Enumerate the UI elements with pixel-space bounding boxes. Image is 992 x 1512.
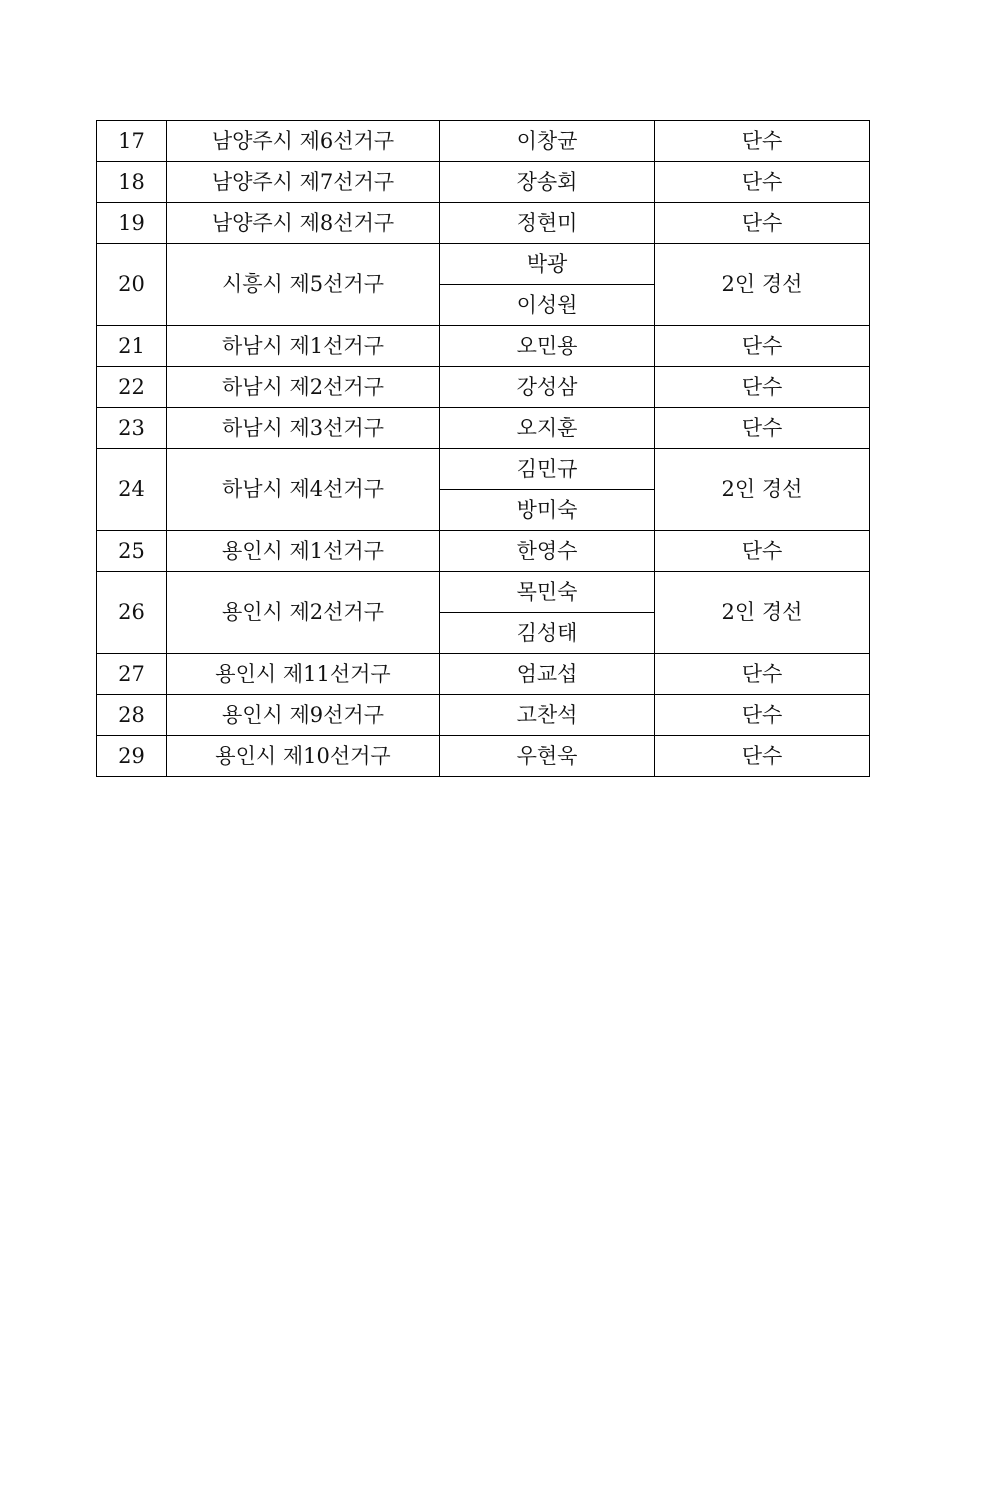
candidate-name-cell: 김민규 bbox=[440, 449, 655, 490]
district-cell: 용인시 제11선거구 bbox=[167, 654, 440, 695]
nomination-type-cell: 단수 bbox=[655, 203, 870, 244]
nomination-type-cell: 단수 bbox=[655, 695, 870, 736]
district-cell: 하남시 제3선거구 bbox=[167, 408, 440, 449]
table-row bbox=[97, 121, 870, 162]
nomination-type-cell: 단수 bbox=[655, 736, 870, 777]
candidate-name-cell: 방미숙 bbox=[440, 490, 655, 531]
district-cell: 용인시 제9선거구 bbox=[167, 695, 440, 736]
row-number-cell: 21 bbox=[97, 326, 167, 367]
table-row bbox=[97, 326, 870, 367]
candidate-name-cell: 고찬석 bbox=[440, 695, 655, 736]
nomination-type-cell: 2인 경선 bbox=[655, 244, 870, 326]
nomination-type-cell: 단수 bbox=[655, 654, 870, 695]
candidate-name-cell: 엄교섭 bbox=[440, 654, 655, 695]
row-number-cell: 25 bbox=[97, 531, 167, 572]
table-row bbox=[97, 367, 870, 408]
district-cell: 하남시 제4선거구 bbox=[167, 449, 440, 531]
candidate-name-cell: 김성태 bbox=[440, 613, 655, 654]
row-number-cell: 22 bbox=[97, 367, 167, 408]
candidate-name-cell: 정현미 bbox=[440, 203, 655, 244]
district-cell: 용인시 제2선거구 bbox=[167, 572, 440, 654]
candidate-name-cell: 박광 bbox=[440, 244, 655, 285]
row-number-cell: 24 bbox=[97, 449, 167, 531]
district-cell: 남양주시 제8선거구 bbox=[167, 203, 440, 244]
candidate-name-cell: 이성원 bbox=[440, 285, 655, 326]
row-number-cell: 23 bbox=[97, 408, 167, 449]
nomination-type-cell: 2인 경선 bbox=[655, 449, 870, 531]
candidate-name-cell: 강성삼 bbox=[440, 367, 655, 408]
nominee-table bbox=[96, 120, 870, 777]
candidate-name-cell: 우현욱 bbox=[440, 736, 655, 777]
row-number-cell: 28 bbox=[97, 695, 167, 736]
row-number-cell: 17 bbox=[97, 121, 167, 162]
table-row bbox=[97, 736, 870, 777]
nominee-table-body bbox=[97, 121, 870, 777]
district-cell: 하남시 제2선거구 bbox=[167, 367, 440, 408]
candidate-name-cell: 한영수 bbox=[440, 531, 655, 572]
row-number-cell: 27 bbox=[97, 654, 167, 695]
row-number-cell: 26 bbox=[97, 572, 167, 654]
nomination-type-cell: 단수 bbox=[655, 531, 870, 572]
district-cell: 용인시 제1선거구 bbox=[167, 531, 440, 572]
table-row bbox=[97, 531, 870, 572]
nomination-type-cell: 단수 bbox=[655, 326, 870, 367]
nomination-type-cell: 단수 bbox=[655, 121, 870, 162]
table-row bbox=[97, 449, 870, 490]
table-row bbox=[97, 162, 870, 203]
table-row bbox=[97, 654, 870, 695]
nomination-type-cell: 단수 bbox=[655, 367, 870, 408]
candidate-name-cell: 이창균 bbox=[440, 121, 655, 162]
table-row bbox=[97, 408, 870, 449]
nomination-type-cell: 단수 bbox=[655, 162, 870, 203]
table-row bbox=[97, 244, 870, 285]
district-cell: 용인시 제10선거구 bbox=[167, 736, 440, 777]
candidate-name-cell: 오민용 bbox=[440, 326, 655, 367]
candidate-name-cell: 목민숙 bbox=[440, 572, 655, 613]
row-number-cell: 18 bbox=[97, 162, 167, 203]
district-cell: 하남시 제1선거구 bbox=[167, 326, 440, 367]
row-number-cell: 29 bbox=[97, 736, 167, 777]
table-row bbox=[97, 203, 870, 244]
table-row bbox=[97, 695, 870, 736]
candidate-name-cell: 오지훈 bbox=[440, 408, 655, 449]
row-number-cell: 19 bbox=[97, 203, 167, 244]
district-cell: 남양주시 제6선거구 bbox=[167, 121, 440, 162]
table-row bbox=[97, 572, 870, 613]
district-cell: 남양주시 제7선거구 bbox=[167, 162, 440, 203]
nomination-type-cell: 단수 bbox=[655, 408, 870, 449]
row-number-cell: 20 bbox=[97, 244, 167, 326]
candidate-name-cell: 장송회 bbox=[440, 162, 655, 203]
nomination-type-cell: 2인 경선 bbox=[655, 572, 870, 654]
district-cell: 시흥시 제5선거구 bbox=[167, 244, 440, 326]
